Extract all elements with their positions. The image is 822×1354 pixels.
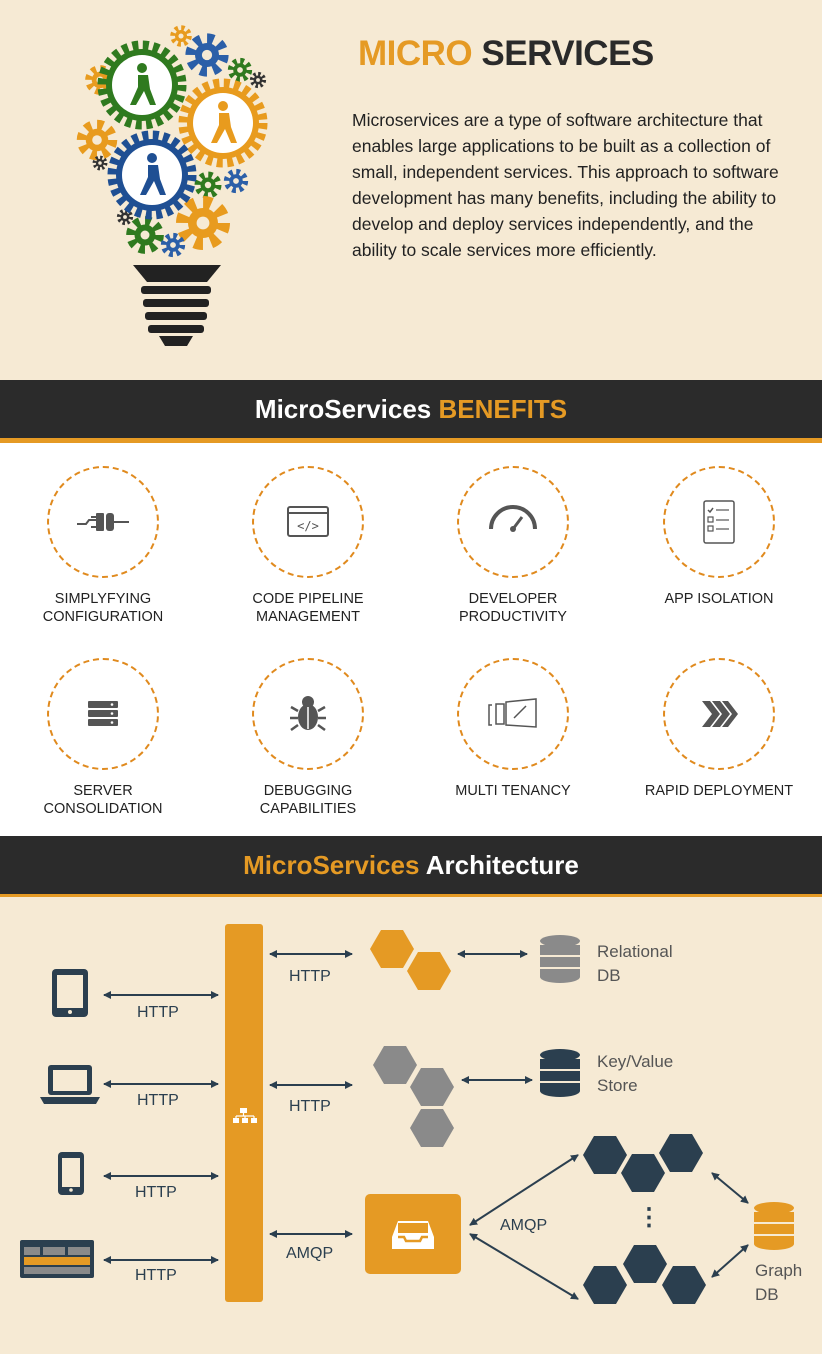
- service-hex: [410, 1109, 454, 1147]
- arch-header-part1: MicroServices: [243, 850, 420, 880]
- benefit-label: CONSOLIDATION: [43, 801, 163, 817]
- http-label: HTTP: [135, 1184, 177, 1201]
- relational-db-icon: [540, 935, 580, 983]
- inbox-icon: [392, 1221, 434, 1249]
- db-label-line: Graph: [755, 1261, 803, 1280]
- http-label: HTTP: [137, 1092, 179, 1109]
- bug-icon: [281, 687, 335, 741]
- db-label-line: DB: [755, 1285, 779, 1304]
- green-walker-gear-icon: [102, 45, 182, 125]
- title-part-services: SERVICES: [481, 34, 654, 73]
- benefit-label: CAPABILITIES: [259, 801, 357, 817]
- svg-text:</>: </>: [297, 519, 319, 533]
- http-label: HTTP: [137, 1004, 179, 1021]
- benefit-item: [0, 466, 206, 626]
- graph-db-icon: [754, 1202, 794, 1250]
- benefit-label: SERVER: [73, 783, 133, 799]
- db-label-line: Store: [597, 1076, 638, 1095]
- benefits-header-part1: MicroServices: [254, 394, 432, 424]
- benefit-label: DEBUGGING: [263, 783, 353, 799]
- service-hex: [373, 1046, 417, 1084]
- benefit-label: RAPID DEPLOYMENT: [644, 783, 794, 799]
- benefit-label: PRODUCTIVITY: [459, 609, 567, 625]
- architecture-svg: [0, 897, 822, 1354]
- benefit-label: CODE PIPELINE: [252, 591, 364, 607]
- intro-paragraph: [352, 107, 800, 263]
- db-label-line: Relational: [597, 942, 673, 961]
- benefit-label: SIMPLYFYING: [54, 591, 152, 607]
- benefits-grid: [0, 443, 822, 836]
- service-hex: [583, 1266, 627, 1304]
- blue-walker-gear-icon: [112, 135, 192, 215]
- architecture-header: [0, 836, 822, 899]
- graph-db-arrow: [712, 1245, 748, 1277]
- architecture-diagram: [0, 897, 822, 1354]
- orange-walker-gear-icon: [183, 83, 263, 163]
- gauge-icon: [486, 495, 540, 549]
- amqp-label: AMQP: [500, 1217, 548, 1234]
- key-value-db-icon: [540, 1049, 580, 1097]
- db-label-line: Key/Value: [597, 1052, 674, 1071]
- benefit-item: [205, 466, 411, 626]
- multi-window-icon: [486, 687, 540, 741]
- benefit-item: [0, 658, 206, 818]
- fast-forward-icon: [692, 687, 746, 741]
- http-label: HTTP: [289, 968, 331, 985]
- benefit-item: [205, 658, 411, 818]
- benefit-circle: [252, 658, 364, 770]
- benefit-circle: [252, 466, 364, 578]
- more-services-ellipsis: ⋮: [637, 1204, 661, 1231]
- amqp-arrow: [470, 1155, 578, 1225]
- benefit-item: [616, 466, 822, 608]
- benefit-circle: [47, 466, 159, 578]
- service-hex: [662, 1266, 706, 1304]
- http-label: HTTP: [289, 1098, 331, 1115]
- service-hex: [659, 1134, 703, 1172]
- service-hex: [621, 1154, 665, 1192]
- benefit-label: CONFIGURATION: [42, 609, 164, 625]
- db-label-line: DB: [597, 966, 621, 985]
- graph-db-label: [755, 1259, 802, 1307]
- lightbulb-gears-illustration: [75, 20, 285, 350]
- checklist-icon: [692, 495, 746, 549]
- code-window-icon: [281, 495, 335, 549]
- phone-icon: [58, 1152, 84, 1195]
- benefit-item: [410, 658, 616, 800]
- hero-section: [0, 0, 822, 380]
- laptop-icon: [40, 1065, 100, 1104]
- benefit-item: [616, 658, 822, 800]
- service-hex: [407, 952, 451, 990]
- http-label: HTTP: [135, 1267, 177, 1284]
- amqp-label: AMQP: [286, 1245, 334, 1262]
- benefit-circle: [663, 466, 775, 578]
- plug-icon: [76, 495, 130, 549]
- benefit-label: APP ISOLATION: [664, 591, 774, 607]
- tablet-icon: [52, 969, 88, 1017]
- intro-text-2: development has many benefits, including the ability to develop and deploy services independently, and the ability to scale services more efficiently.: [352, 188, 777, 260]
- benefit-circle: [47, 658, 159, 770]
- arch-header-part2: Architecture: [425, 850, 579, 880]
- web-browser-icon: [20, 1240, 94, 1278]
- server-icon: [76, 687, 130, 741]
- page-title: [358, 34, 654, 74]
- benefits-header: [0, 380, 822, 443]
- benefit-label: MULTI TENANCY: [455, 783, 571, 799]
- benefit-circle: [457, 658, 569, 770]
- benefit-label: MANAGEMENT: [256, 609, 360, 625]
- service-hex: [410, 1068, 454, 1106]
- graph-db-arrow: [712, 1173, 748, 1203]
- intro-text-1: Microservices are a type of software architecture that enables large applications to be built as a collection of small, independent services. This approach to software: [352, 110, 779, 182]
- service-hex: [623, 1245, 667, 1283]
- benefits-header-part2: BENEFITS: [438, 394, 568, 424]
- service-hex: [583, 1136, 627, 1174]
- title-part-micro: MICRO: [358, 34, 473, 73]
- amqp-arrow: [470, 1234, 578, 1299]
- relational-db-label: [597, 940, 673, 988]
- bulb-base-icon: [133, 265, 221, 346]
- benefit-circle: [663, 658, 775, 770]
- benefit-circle: [457, 466, 569, 578]
- key-value-db-label: [597, 1050, 673, 1098]
- benefit-label: DEVELOPER: [468, 591, 558, 607]
- benefit-item: [410, 466, 616, 626]
- service-hex: [370, 930, 414, 968]
